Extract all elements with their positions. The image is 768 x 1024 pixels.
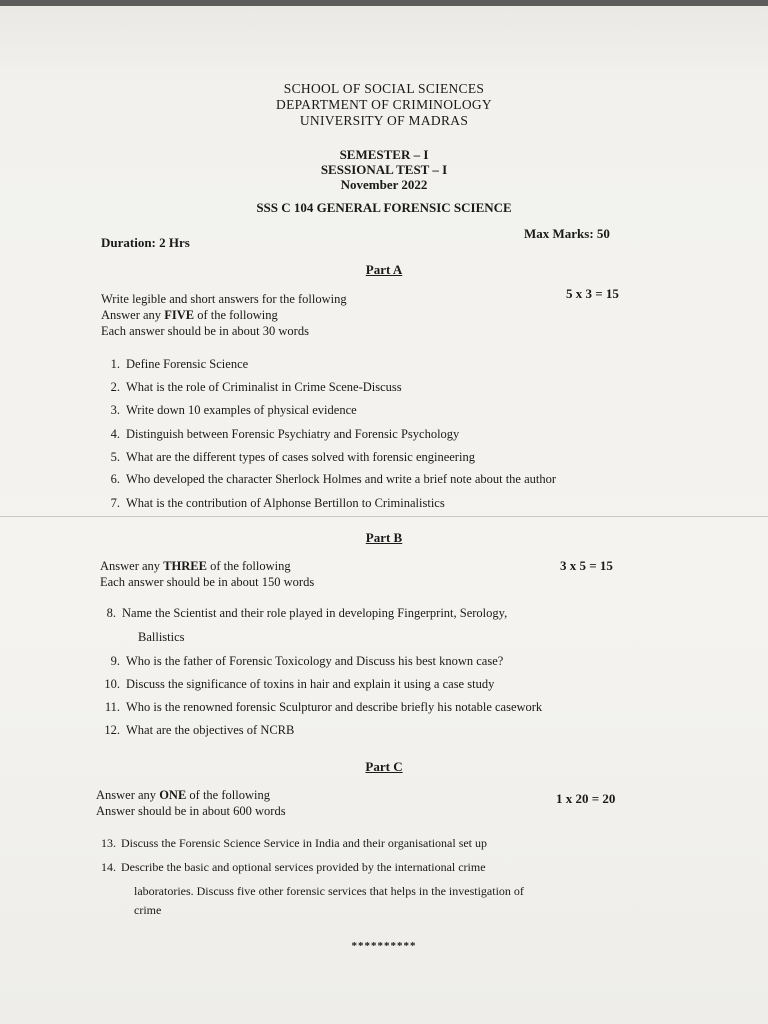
question-10: 10. Discuss the significance of toxins in hair and explain it using a case study — [104, 677, 495, 691]
question-4: 4. Distinguish between Forensic Psychiatry and Forensic Psychology — [110, 427, 460, 441]
course-title: SSS C 104 GENERAL FORENSIC SCIENCE — [256, 200, 512, 215]
part-c-title: Part C — [365, 759, 403, 774]
question-6: 6. Who developed the character Sherlock Holmes and write a brief note about the author — [110, 472, 557, 486]
part-a-title: Part A — [365, 262, 403, 277]
part-b-title: Part B — [365, 530, 403, 545]
question-11: 11. Who is the renowned forensic Sculpturor and describe briefly his notable casework — [104, 700, 543, 714]
question-1: 1. Define Forensic Science — [110, 357, 249, 371]
question-3: 3. Write down 10 examples of physical evidence — [110, 403, 357, 417]
max-marks: Max Marks: 50 — [524, 226, 610, 241]
university-name: UNIVERSITY OF MADRAS — [299, 113, 469, 128]
part-c-instruction-2: Answer should be in about 600 words — [96, 804, 286, 818]
question-13: 13. Discuss the Forensic Science Service in India and their organisational set up — [101, 836, 488, 850]
paper-crease — [0, 516, 768, 517]
part-c-instruction-1: Answer any ONE of the following — [96, 788, 270, 802]
question-14-continued-2: crime — [134, 903, 162, 917]
department-name: DEPARTMENT OF CRIMINOLOGY — [276, 97, 492, 112]
part-a-marks: 5 x 3 = 15 — [566, 286, 619, 301]
question-14: 14. Describe the basic and optional services provided by the international crime — [101, 860, 486, 874]
part-c-marks: 1 x 20 = 20 — [556, 791, 616, 806]
school-name: SCHOOL OF SOCIAL SCIENCES — [283, 81, 485, 96]
part-b-marks: 3 x 5 = 15 — [560, 558, 613, 573]
question-8: 8. Name the Scientist and their role played in developing Fingerprint, Serology, — [106, 606, 508, 620]
scan-edge — [0, 0, 768, 6]
question-14-continued-1: laboratories. Discuss five other forensic services that helps in the investigation of — [134, 884, 524, 898]
semester: SEMESTER – I — [339, 147, 429, 162]
question-8-continued: Ballistics — [138, 630, 185, 644]
question-12: 12. What are the objectives of NCRB — [104, 723, 295, 737]
part-b-instruction-1: Answer any THREE of the following — [100, 559, 291, 573]
duration: Duration: 2 Hrs — [101, 235, 190, 250]
part-a-instruction-3: Each answer should be in about 30 words — [101, 324, 309, 338]
question-5: 5. What are the different types of cases solved with forensic engineering — [110, 450, 475, 464]
part-a-instruction-2: Answer any FIVE of the following — [101, 308, 278, 322]
question-9: 9. Who is the father of Forensic Toxicology and Discuss his best known case? — [110, 654, 504, 668]
exam-date: November 2022 — [340, 177, 428, 192]
part-b-instruction-2: Each answer should be in about 150 words — [100, 575, 315, 589]
end-marker: ********** — [351, 940, 417, 952]
question-7: 7. What is the contribution of Alphonse Bertillon to Criminalistics — [110, 496, 445, 510]
test-name: SESSIONAL TEST – I — [320, 162, 448, 177]
question-2: 2. What is the role of Criminalist in Crime Scene-Discuss — [110, 380, 402, 394]
part-a-instruction-1: Write legible and short answers for the following — [101, 292, 347, 306]
